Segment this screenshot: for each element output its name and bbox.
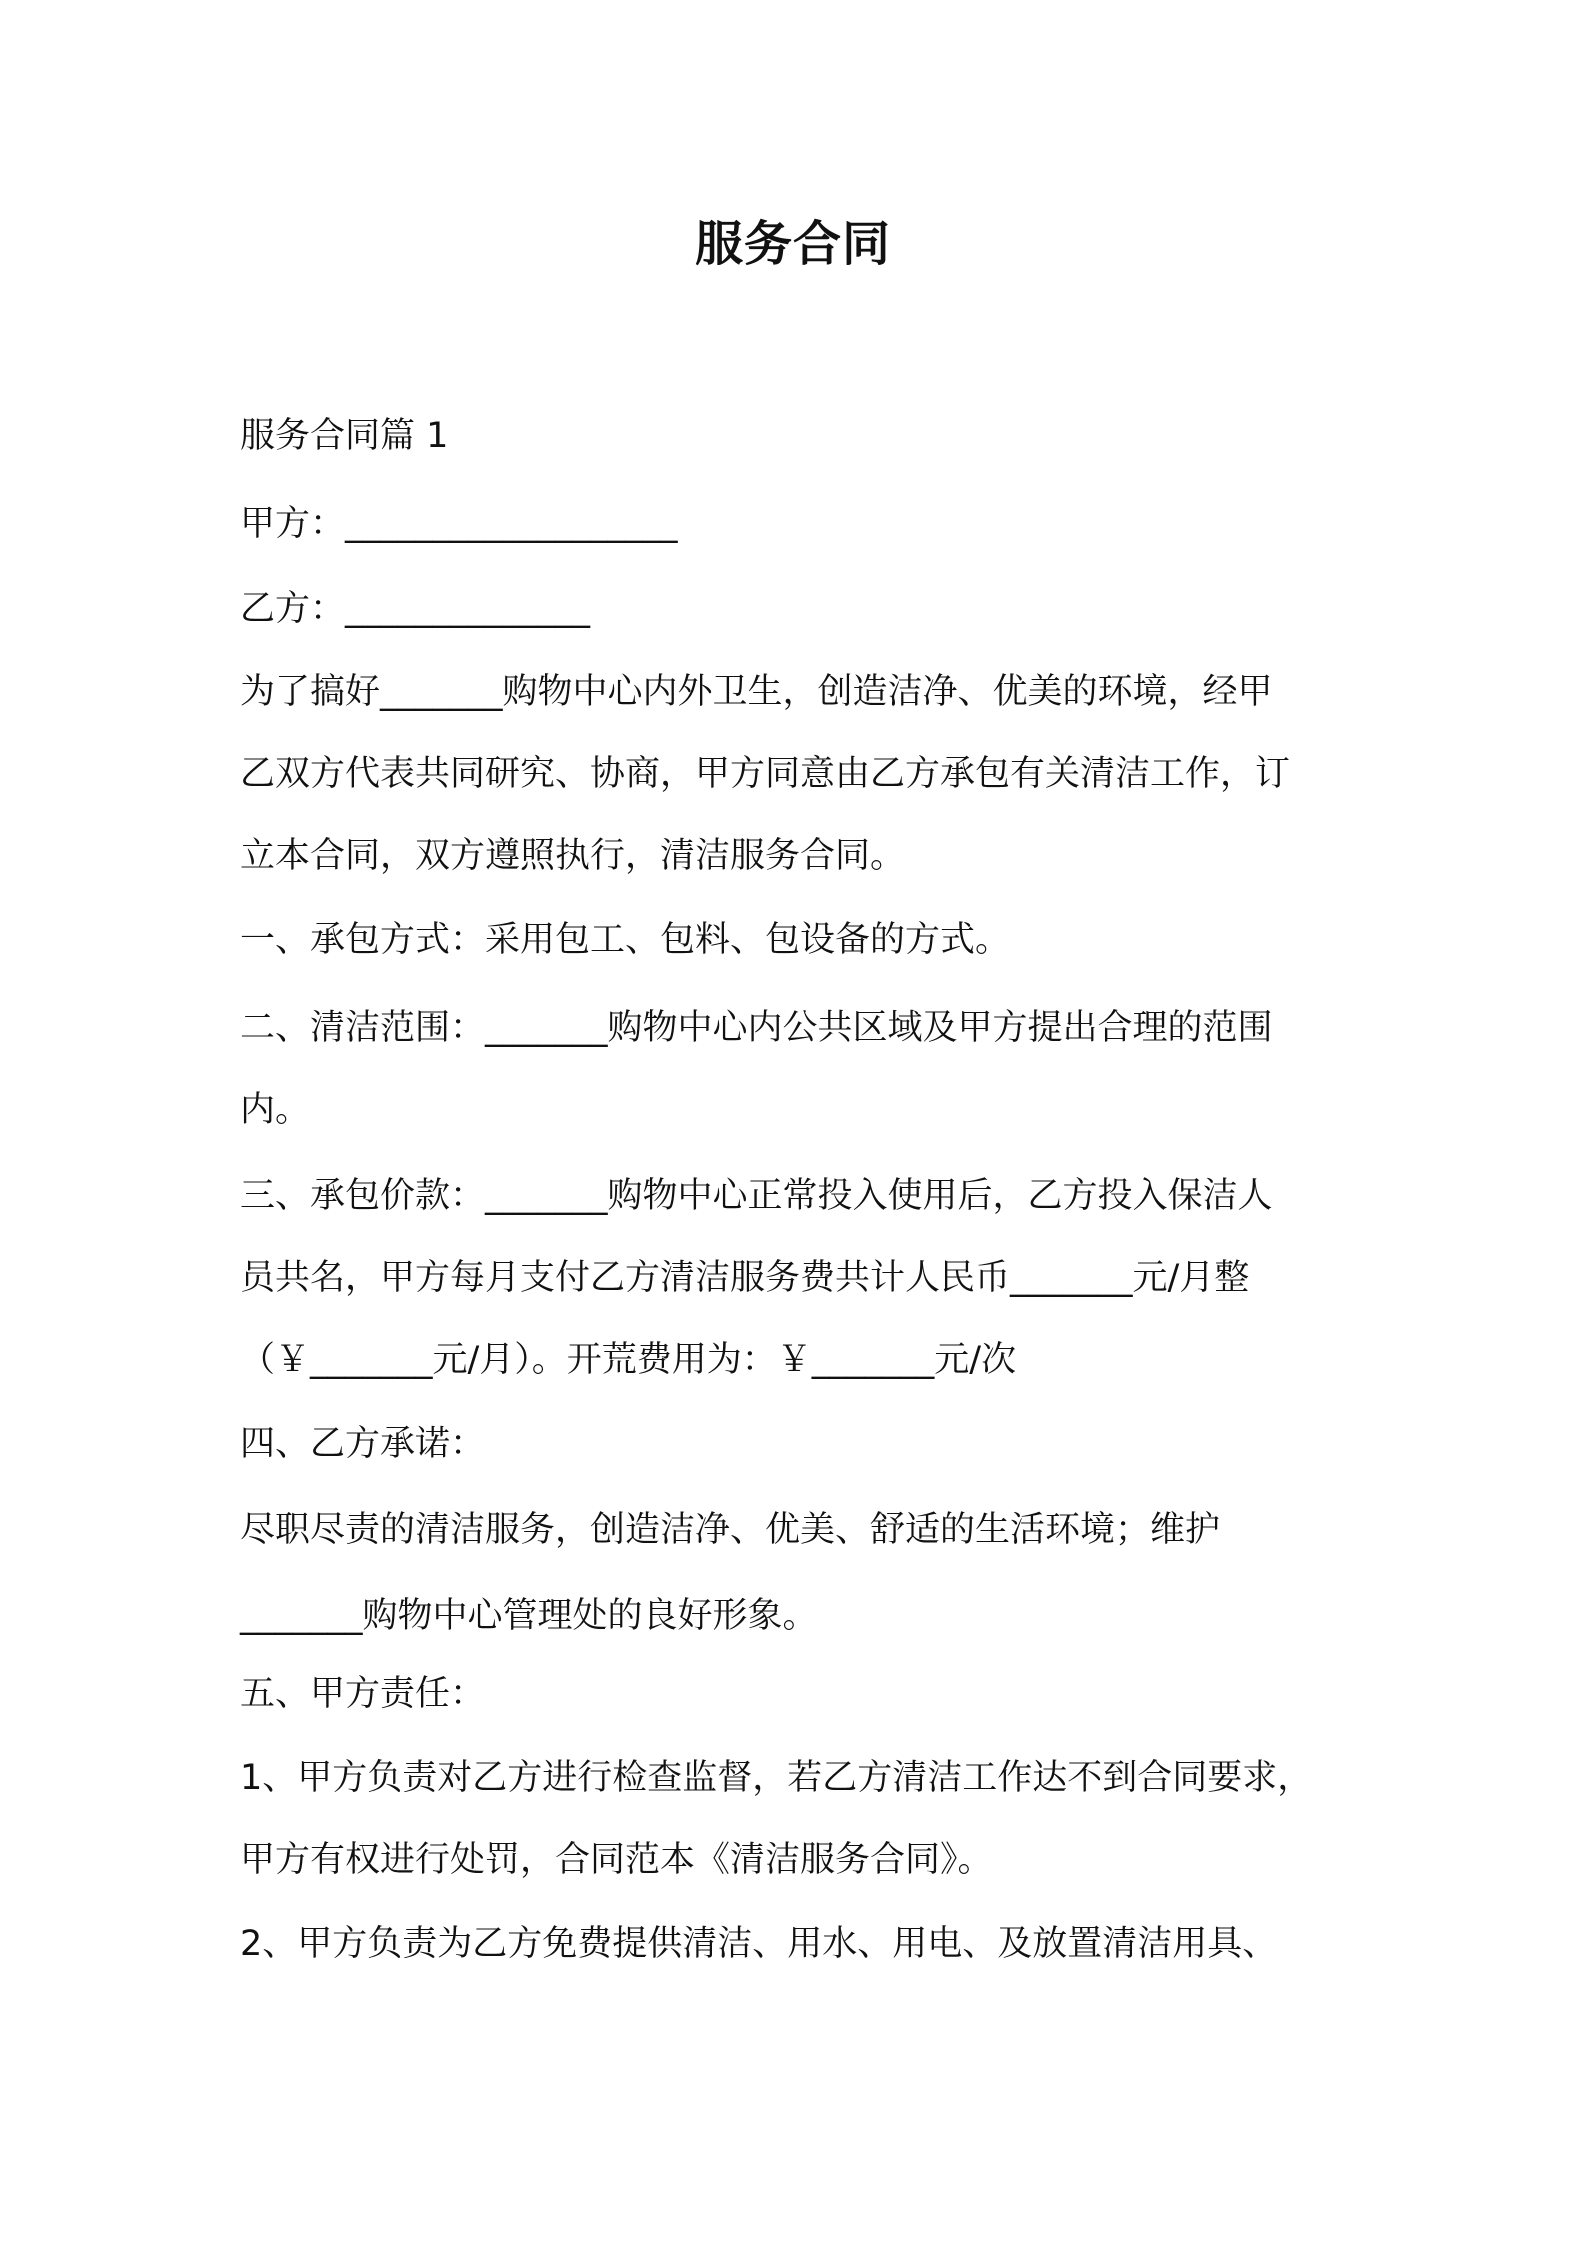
clause-4-line-1: 尽职尽责的清洁服务，创造洁净、优美、舒适的生活环境；维护 bbox=[240, 1510, 1221, 1550]
clause-3-line-1: 三、承包价款：_______购物中心正常投入使用后，乙方投入保洁人 bbox=[240, 1176, 1273, 1216]
clause-2-line-2: 内。 bbox=[240, 1090, 311, 1130]
clause-5-item-2-line-1: 2、甲方负责为乙方免费提供清洁、用水、用电、及放置清洁用具、 bbox=[240, 1924, 1278, 1964]
party-a-line: 甲方：___________________ bbox=[240, 504, 678, 544]
clause-4-heading: 四、乙方承诺： bbox=[240, 1424, 486, 1464]
clause-4-line-2: _______购物中心管理处的良好形象。 bbox=[240, 1596, 818, 1636]
document-title: 服务合同 bbox=[694, 216, 891, 272]
intro-paragraph-line-1: 为了搞好_______购物中心内外卫生，创造洁净、优美的环境，经甲 bbox=[240, 672, 1273, 712]
intro-paragraph-line-3: 立本合同，双方遵照执行，清洁服务合同。 bbox=[240, 836, 906, 876]
clause-2-line-1: 二、清洁范围：_______购物中心内公共区域及甲方提出合理的范围 bbox=[240, 1008, 1273, 1048]
intro-paragraph-line-2: 乙双方代表共同研究、协商，甲方同意由乙方承包有关清洁工作，订 bbox=[240, 754, 1291, 794]
section-heading: 服务合同篇 1 bbox=[240, 416, 449, 456]
clause-5-heading: 五、甲方责任： bbox=[240, 1674, 486, 1714]
clause-1-line: 一、承包方式：采用包工、包料、包设备的方式。 bbox=[240, 920, 1011, 960]
clause-3-line-3: （￥_______元/月）。开荒费用为：￥_______元/次 bbox=[240, 1340, 1017, 1380]
clause-5-item-1-line-1: 1、甲方负责对乙方进行检查监督，若乙方清洁工作达不到合同要求， bbox=[240, 1758, 1313, 1798]
clause-5-item-1-line-2: 甲方有权进行处罚，合同范本《清洁服务合同》。 bbox=[240, 1840, 993, 1880]
party-b-line: 乙方：______________ bbox=[240, 589, 591, 629]
clause-3-line-2: 员共名，甲方每月支付乙方清洁服务费共计人民币_______元/月整 bbox=[240, 1258, 1250, 1298]
